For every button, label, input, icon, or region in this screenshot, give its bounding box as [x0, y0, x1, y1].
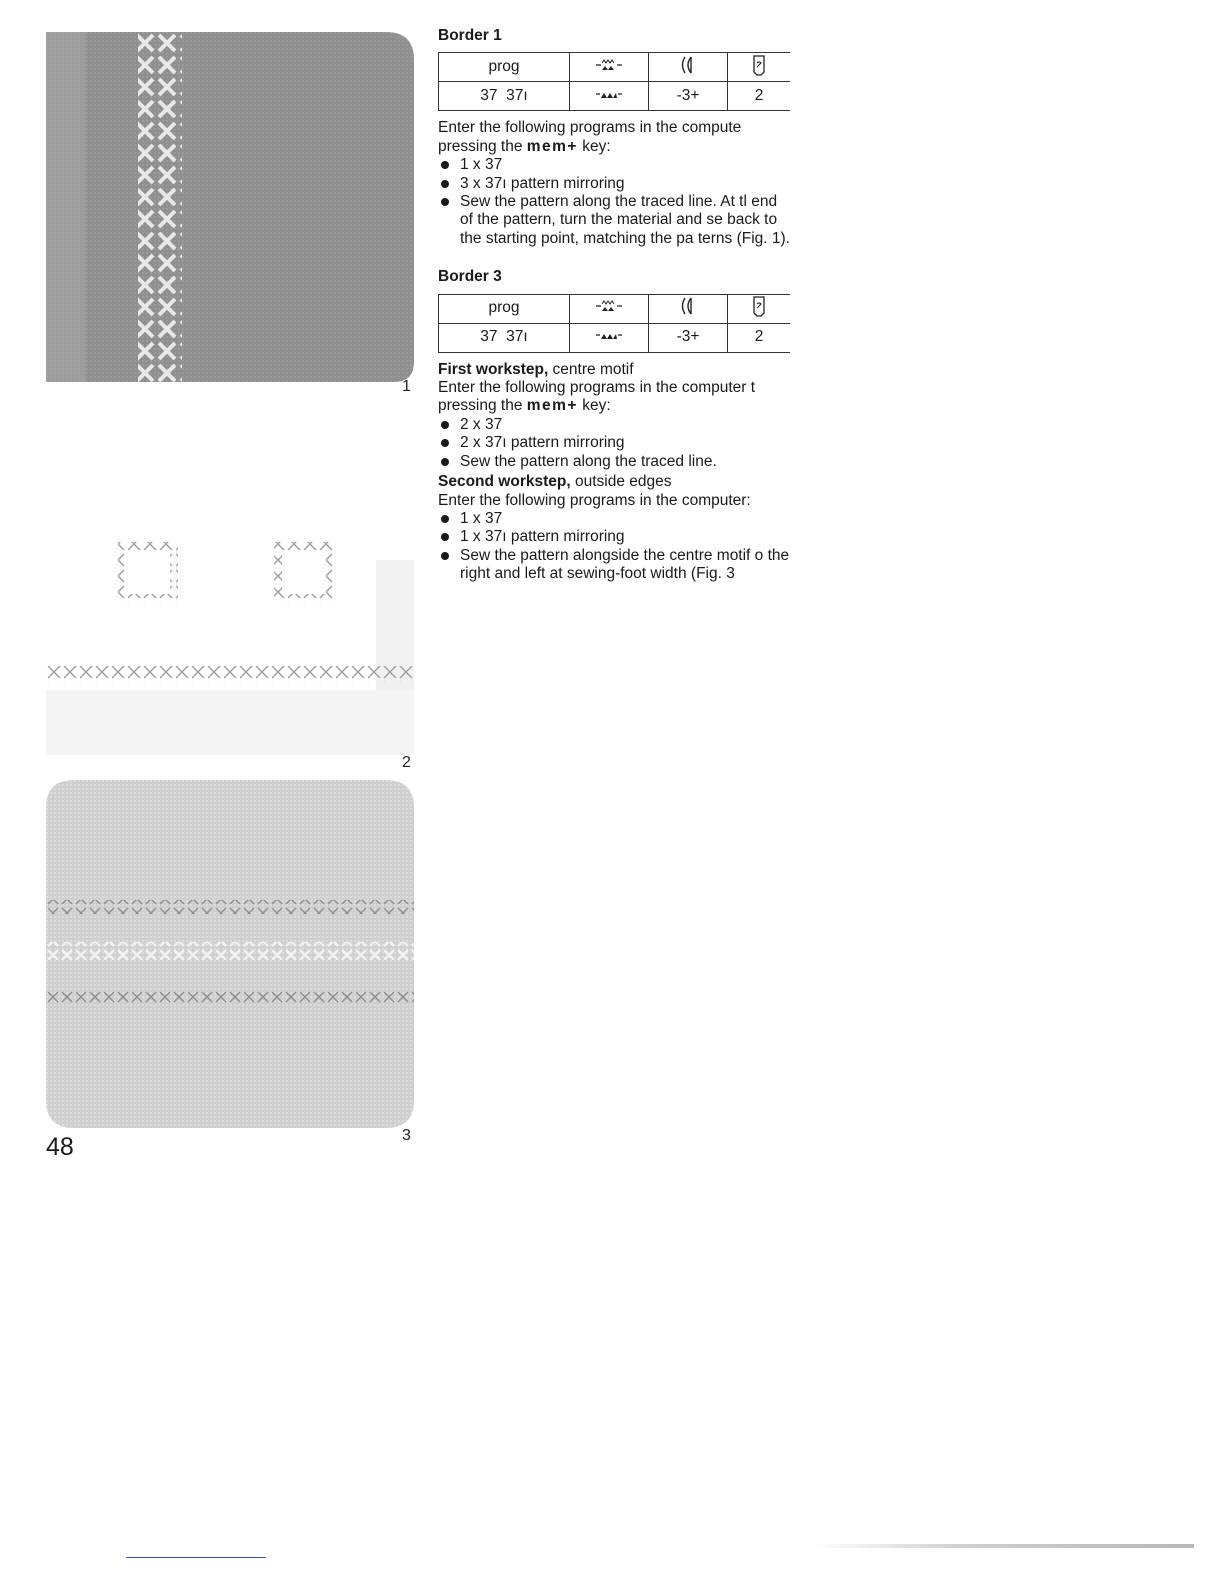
- figure-2-number: 2: [402, 754, 411, 771]
- list-item: 2 x 37: [438, 416, 790, 434]
- border-3-width-value: -3+: [649, 323, 728, 352]
- border-3-settings-table: [438, 294, 790, 353]
- second-workstep-intro: Enter the following programs in the computer:: [438, 491, 751, 509]
- border-1-settings-table: [438, 52, 790, 111]
- figure-1-number: 1: [402, 378, 411, 395]
- list-item: 2 x 37ı pattern mirroring: [438, 434, 790, 452]
- figure-2-photo: [46, 520, 414, 755]
- list-item: 1 x 37: [438, 510, 790, 528]
- border-1-prog-value: 37 37ı: [439, 82, 570, 111]
- presser-foot-icon: [728, 53, 791, 82]
- instructions-column: [438, 27, 790, 584]
- prog-header: prog: [439, 294, 570, 323]
- page-number: 48: [46, 1133, 74, 1161]
- border-1-intro: Enter the following programs in the compute pressing the mem+ key:: [438, 119, 742, 155]
- figure-1-photo: [46, 32, 414, 382]
- second-workstep-heading: Second workstep, outside edges: [438, 473, 672, 491]
- border-1-width-value: -3+: [649, 82, 728, 111]
- border-1-steps: [438, 156, 790, 248]
- pattern-length-icon: [570, 323, 649, 352]
- first-workstep-heading: First workstep, centre motif: [438, 360, 634, 378]
- border-3-prog-value: 37 37ı: [439, 323, 570, 352]
- border-3-foot-value: 2: [728, 323, 791, 352]
- prog-header: prog: [439, 53, 570, 82]
- border-1-foot-value: 2: [728, 82, 791, 111]
- presser-foot-icon: [728, 294, 791, 323]
- border-3-heading: Border 3: [438, 268, 502, 286]
- list-item: Sew the pattern along the traced line.: [438, 453, 790, 471]
- first-workstep-steps: [438, 416, 790, 471]
- border-1-heading: Border 1: [438, 27, 502, 44]
- list-item: Sew the pattern along the traced line. At tl end of the pattern, turn the material and se back to the starting point, matching the pa terns (Fig. 1).: [438, 193, 790, 248]
- stitch-width-icon: [649, 294, 728, 323]
- list-item: 1 x 37: [438, 156, 790, 174]
- pattern-length-icon: [570, 82, 649, 111]
- figure-3-photo: [46, 780, 414, 1128]
- stitch-length-icon: [570, 53, 649, 82]
- list-item: 3 x 37ı pattern mirroring: [438, 175, 790, 193]
- list-item: 1 x 37ı pattern mirroring: [438, 528, 790, 546]
- footer-rule-left: [126, 1557, 266, 1558]
- footer-rule-right: [810, 1544, 1194, 1548]
- list-item: Sew the pattern alongside the centre motif o the right and left at sewing-foot width (Fig. 3: [438, 547, 790, 584]
- stitch-width-icon: [649, 53, 728, 82]
- figure-3-number: 3: [402, 1127, 411, 1144]
- stitch-length-icon: [570, 294, 649, 323]
- first-workstep-intro: Enter the following programs in the computer t pressing the mem+ key:: [438, 379, 756, 415]
- second-workstep-steps: [438, 510, 790, 584]
